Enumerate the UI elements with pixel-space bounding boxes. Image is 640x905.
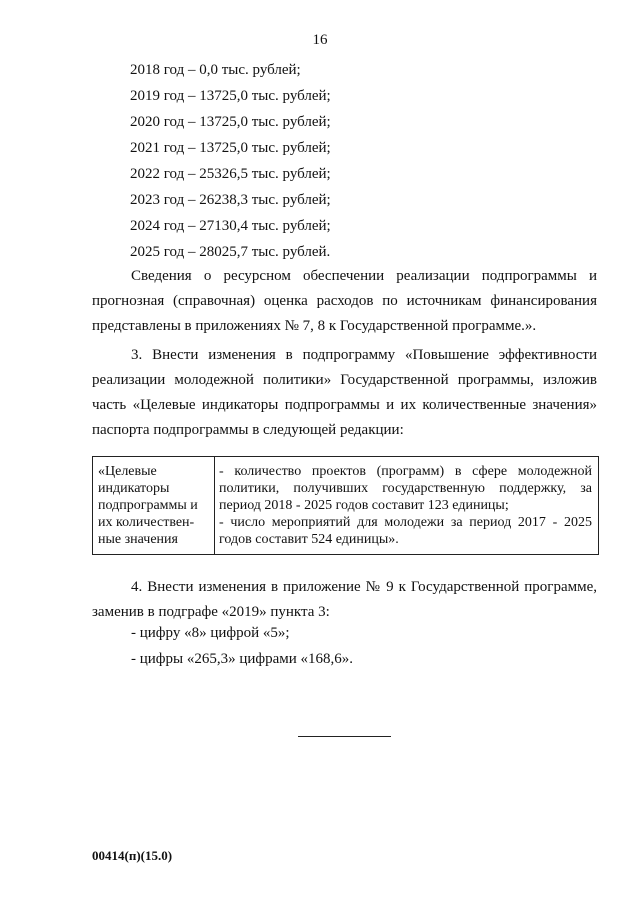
- indicators-label-line: их количествен-: [98, 515, 195, 530]
- indicators-label-line: индикаторы: [98, 481, 170, 496]
- funding-year-line: 2018 год – 0,0 тыс. рублей;: [130, 62, 301, 78]
- funding-year-line: 2021 год – 13725,0 тыс. рублей;: [130, 140, 331, 156]
- funding-year-line: 2022 год – 25326,5 тыс. рублей;: [130, 166, 331, 182]
- funding-year-line: 2025 год – 28025,7 тыс. рублей.: [130, 244, 331, 260]
- indicators-label-line: подпрограммы и: [98, 498, 198, 513]
- funding-year-line: 2019 год – 13725,0 тыс. рублей;: [130, 88, 331, 104]
- indicators-label-line: «Целевые: [98, 464, 157, 479]
- indicators-label-cell: [93, 457, 215, 554]
- end-divider: [298, 736, 391, 737]
- resources-paragraph: Сведения о ресурсном обеспечении реализации подпрограммы и прогнозная (справочная) оценка расходов по источникам финансирования представлены в приложениях № 7, 8 к Государственной программе.».: [92, 268, 597, 334]
- indicator-item: - число мероприятий для молодежи за период 2017 - 2025 годов составит 524 единицы».: [219, 515, 592, 547]
- funding-year-line: 2024 год – 27130,4 тыс. рублей;: [130, 218, 331, 234]
- funding-years-list: [130, 60, 331, 268]
- funding-year-line: 2020 год – 13725,0 тыс. рублей;: [130, 114, 331, 130]
- document-code: 00414(п)(15.0): [92, 848, 173, 863]
- indicators-content-cell: [215, 457, 598, 554]
- indicators-table: [92, 456, 599, 555]
- replacement-line: - цифры «265,3» цифрами «168,6».: [131, 651, 354, 667]
- replacement-line: - цифру «8» цифрой «5»;: [131, 625, 290, 641]
- page-number: 16: [312, 32, 328, 48]
- indicator-item: - количество проектов (программ) в сфере молодежной политики, получивших государственную поддержку, за период 2018 - 2025 годов составит 123 единицы;: [219, 464, 592, 513]
- indicators-label-line: ные значения: [98, 532, 178, 547]
- item-3-paragraph: 3. Внести изменения в подпрограмму «Повышение эффективности реализации молодежной политики» Государственной программы, изложив часть «Целевые индикаторы подпрограммы и их количественные значения» паспорта подпрограммы в следующей редакции:: [92, 347, 597, 438]
- funding-year-line: 2023 год – 26238,3 тыс. рублей;: [130, 192, 331, 208]
- item-4-paragraph: 4. Внести изменения в приложение № 9 к Государственной программе, заменив в подграфе «2019» пункта 3:: [92, 579, 597, 620]
